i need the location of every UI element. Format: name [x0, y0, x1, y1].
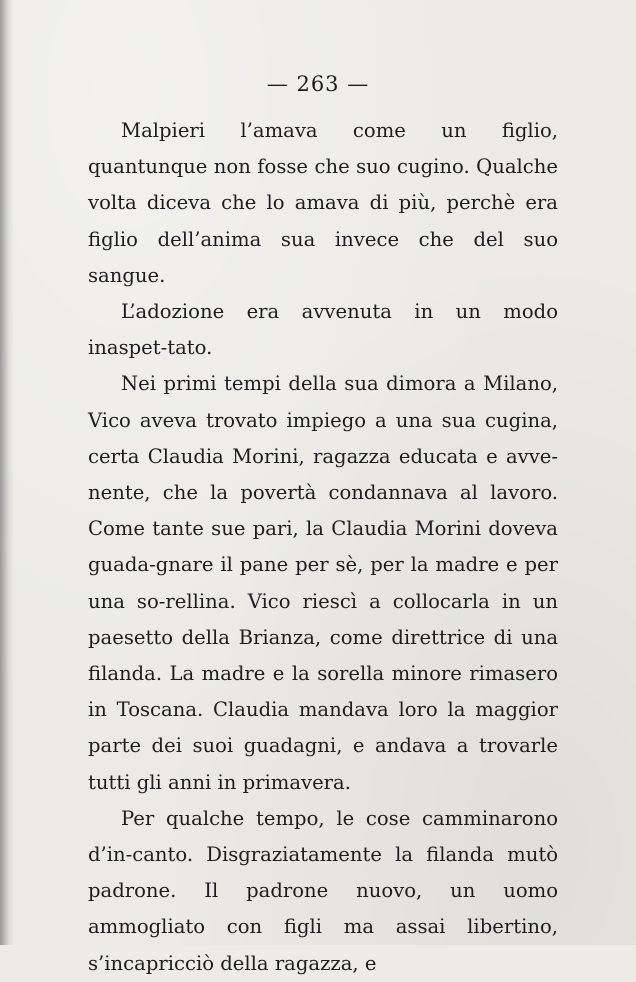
- paragraph-2: L’adozione era avvenuta in un modo inaspet-tato.: [88, 300, 558, 360]
- paragraph-1: Malpieri l’amava come un figlio, quantunque non fosse che suo cugino. Qualche volta diceva che lo amava di più, perchè era figlio dell’anima sua invece che del suo sangue.: [88, 119, 558, 287]
- page-number: — 263 —: [266, 72, 370, 96]
- paragraph-3: Nei primi tempi della sua dimora a Milano, Vico aveva trovato impiego a una sua cugina, certa Claudia Morini, ragazza educata e avve-nente, che la povertà condannava al lavoro. Come tante sue pari, la Claudia Morini doveva guada-gnare il pane per sè, per la madre e per una so-rellina. Vico riescì a collocarla in un paesetto della Brianza, come direttrice di una filanda. La madre e la sorella minore rimasero in Toscana. Claudia mandava loro la maggior parte dei suoi guadagni, e andava a trovarle tutti gli anni in primavera.: [88, 372, 558, 794]
- paragraph-4: Per qualche tempo, le cose camminarono d’in-canto. Disgraziatamente la filanda mutò padrone. Il padrone nuovo, un uomo ammogliato con figli ma assai libertino, s’incapricciò della ragazza, e: [88, 806, 558, 975]
- spine-shadow: [0, 0, 14, 945]
- body-text: [88, 113, 558, 982]
